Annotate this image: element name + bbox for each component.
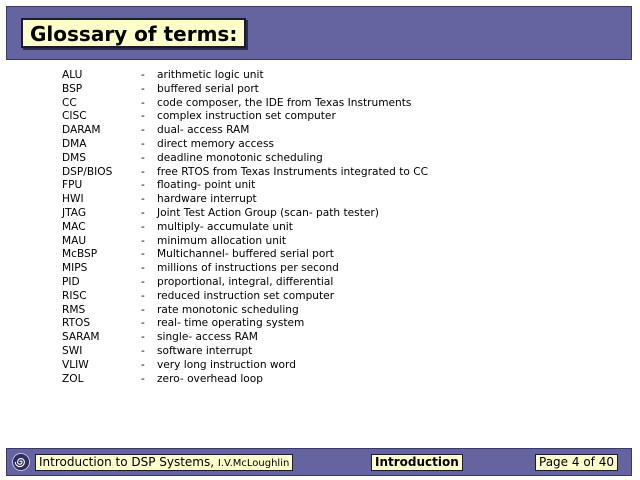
course-title: Introduction to DSP Systems, (39, 455, 215, 469)
glossary-term: RTOS (62, 317, 91, 330)
glossary-definition: code composer, the IDE from Texas Instruments (157, 96, 412, 109)
glossary-term: MAC (62, 220, 86, 233)
glossary-term: HWI (62, 193, 84, 206)
header-bar (6, 6, 632, 60)
glossary-term: SARAM (62, 331, 100, 344)
glossary-term: MAU (62, 234, 87, 247)
section-label[interactable]: Introduction (371, 454, 463, 471)
glossary-definition: real- time operating system (157, 317, 305, 330)
glossary-term: CC (62, 96, 77, 109)
glossary-definition: free RTOS from Texas Instruments integrated to CC (157, 165, 429, 178)
glossary-term: CISC (62, 110, 87, 123)
glossary-definition: deadline monotonic scheduling (157, 151, 323, 164)
glossary-definition: buffered serial port (157, 82, 259, 95)
glossary-separator: - (141, 234, 145, 247)
author-name: I.V.McLoughlin (217, 458, 290, 469)
glossary-definition: Joint Test Action Group (scan- path tester) (157, 206, 379, 219)
glossary-separator: - (141, 151, 145, 164)
glossary-definition: complex instruction set computer (157, 110, 336, 123)
glossary-definition: zero- overhead loop (157, 372, 263, 385)
glossary-separator: - (141, 344, 145, 357)
glossary-separator: - (141, 275, 145, 288)
glossary-separator: - (141, 262, 145, 275)
glossary-term: SWI (62, 344, 83, 357)
glossary-definition: millions of instructions per second (157, 262, 339, 275)
glossary-separator: - (141, 358, 145, 371)
glossary-term: DMA (62, 137, 87, 150)
glossary-definition: rate monotonic scheduling (157, 303, 299, 316)
glossary-definition: floating- point unit (157, 179, 256, 192)
glossary-term: VLIW (62, 358, 89, 371)
glossary-separator: - (141, 331, 145, 344)
glossary-term: ZOL (62, 372, 84, 385)
glossary-term: DSP/BIOS (62, 165, 113, 178)
glossary-separator: - (141, 303, 145, 316)
glossary-term: DMS (62, 151, 87, 164)
glossary-definition: proportional, integral, differential (157, 275, 334, 288)
glossary-separator: - (141, 124, 145, 137)
glossary-separator: - (141, 110, 145, 123)
glossary-term: RMS (62, 303, 86, 316)
glossary-separator: - (141, 165, 145, 178)
glossary-separator: - (141, 289, 145, 302)
glossary-term: DARAM (62, 124, 101, 137)
glossary-term: ALU (62, 69, 83, 81)
course-label[interactable] (35, 454, 293, 471)
glossary-separator: - (141, 248, 145, 261)
glossary-separator: - (141, 372, 145, 385)
glossary-separator: - (141, 179, 145, 192)
glossary-definition: minimum allocation unit (157, 234, 287, 247)
glossary-term: JTAG (62, 206, 87, 219)
glossary-definition: very long instruction word (157, 358, 296, 371)
glossary-term: MIPS (62, 262, 88, 275)
glossary-definition: multiply- accumulate unit (157, 220, 293, 233)
glossary-term: PID (62, 275, 80, 288)
glossary-definition: arithmetic logic unit (157, 69, 264, 81)
glossary-separator: - (141, 69, 145, 81)
glossary-definition: reduced instruction set computer (157, 289, 335, 302)
glossary-separator: - (141, 220, 145, 233)
glossary-definition: direct memory access (157, 137, 274, 150)
footer-bar (6, 448, 632, 476)
glossary-definition: Multichannel- buffered serial port (157, 248, 334, 261)
glossary-definition: dual- access RAM (157, 124, 250, 137)
glossary-term: McBSP (62, 248, 98, 261)
glossary-separator: - (141, 206, 145, 219)
glossary-definition: single- access RAM (157, 331, 258, 344)
glossary-definition: hardware interrupt (157, 193, 257, 206)
page-title: Glossary of terms: (21, 18, 246, 48)
glossary-separator: - (141, 193, 145, 206)
glossary-term: FPU (62, 179, 83, 192)
glossary-separator: - (141, 82, 145, 95)
page-indicator[interactable]: Page 4 of 40 (535, 454, 618, 471)
glossary-term: BSP (62, 82, 83, 95)
swirl-logo-icon[interactable] (12, 453, 30, 471)
glossary-separator: - (141, 96, 145, 109)
glossary-separator: - (141, 317, 145, 330)
glossary-separator: - (141, 137, 145, 150)
glossary-term: RISC (62, 289, 87, 302)
glossary-definition: software interrupt (157, 344, 253, 357)
